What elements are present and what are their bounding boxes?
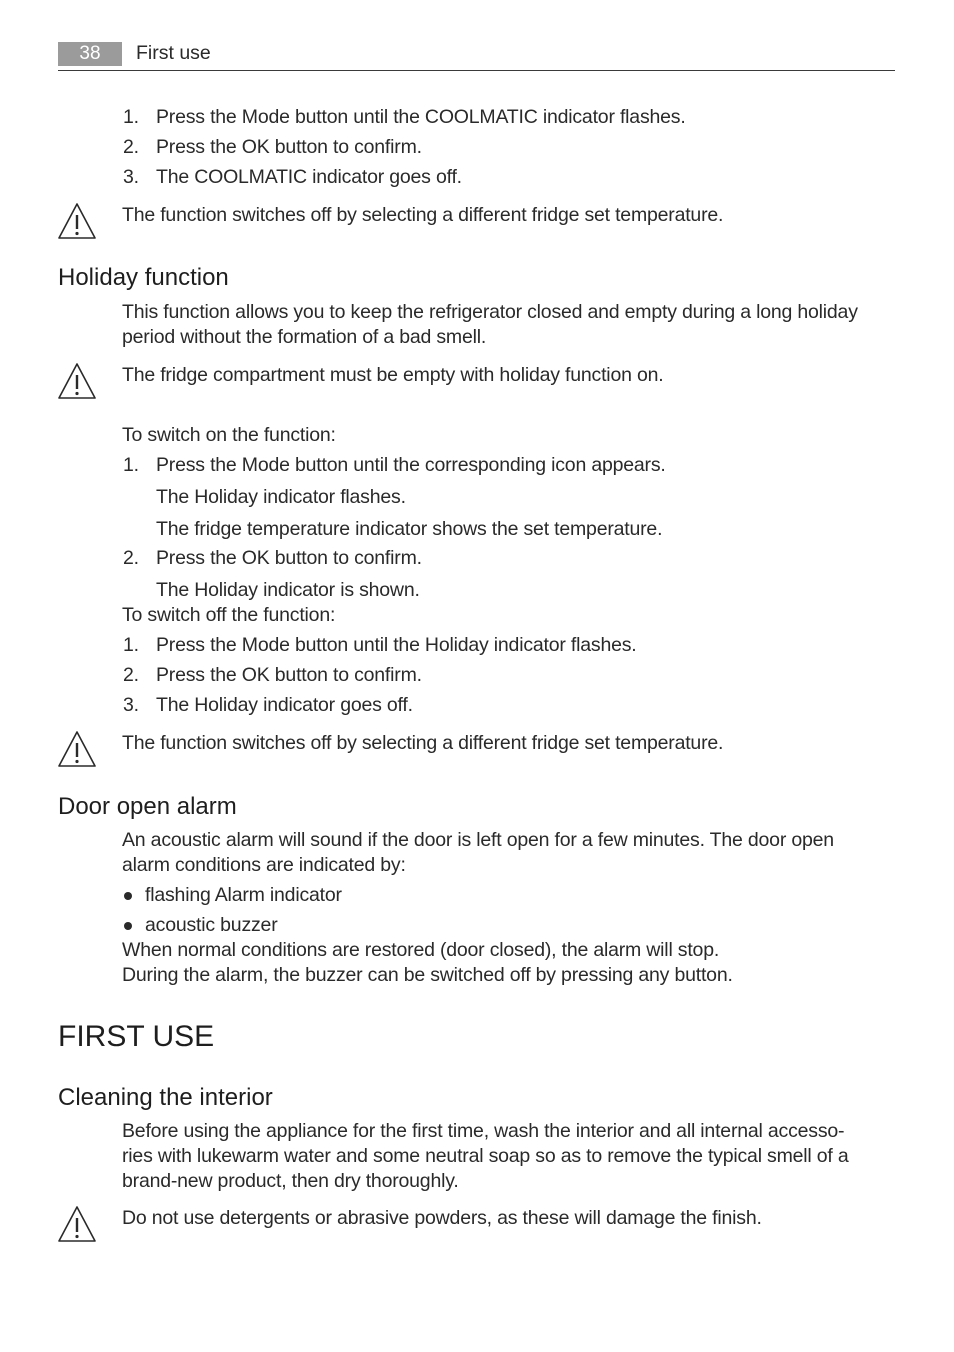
bullet-icon bbox=[124, 892, 132, 900]
step-text: Press the Mode button until the corresponding icon appears. bbox=[156, 454, 666, 476]
paragraph-line: During the alarm, the buzzer can be switched off by pressing any button. bbox=[122, 964, 733, 986]
step-result: The Holiday indicator is shown. bbox=[156, 579, 420, 601]
warning-text: Do not use detergents or abrasive powders, as these will damage the finish. bbox=[122, 1207, 762, 1229]
header-divider bbox=[58, 70, 895, 71]
warning-triangle-icon bbox=[57, 362, 97, 400]
step-text: Press the Mode button until the Holiday indicator flashes. bbox=[156, 634, 637, 656]
paragraph-line: brand-new product, then dry thoroughly. bbox=[122, 1170, 459, 1192]
step-result: The Holiday indicator flashes. bbox=[156, 486, 406, 508]
step-number: 1. bbox=[123, 106, 139, 128]
switch-off-label: To switch off the function: bbox=[122, 604, 336, 626]
step-number: 2. bbox=[123, 547, 139, 569]
step-text: Press the Mode button until the COOLMATIC indicator flashes. bbox=[156, 106, 686, 128]
chapter-heading: FIRST USE bbox=[58, 1020, 215, 1053]
warning-triangle-icon bbox=[57, 202, 97, 240]
section-heading-cleaning: Cleaning the interior bbox=[58, 1084, 273, 1111]
step-number: 3. bbox=[123, 694, 139, 716]
warning-triangle-icon bbox=[57, 730, 97, 768]
paragraph-line: period without the formation of a bad smell. bbox=[122, 326, 487, 348]
paragraph-line: An acoustic alarm will sound if the door is left open for a few minutes. The door open bbox=[122, 829, 834, 851]
step-text: The COOLMATIC indicator goes off. bbox=[156, 166, 462, 188]
paragraph-line: Before using the appliance for the first time, wash the interior and all internal accesso- bbox=[122, 1120, 845, 1142]
step-text: Press the OK button to confirm. bbox=[156, 136, 422, 158]
step-number: 1. bbox=[123, 634, 139, 656]
step-result: The fridge temperature indicator shows the set temperature. bbox=[156, 518, 663, 540]
step-number: 3. bbox=[123, 166, 139, 188]
warning-text: The function switches off by selecting a different fridge set temperature. bbox=[122, 732, 724, 754]
paragraph-line: ries with lukewarm water and some neutral soap so as to remove the typical smell of a bbox=[122, 1145, 849, 1167]
section-heading-holiday: Holiday function bbox=[58, 264, 229, 291]
paragraph-line: When normal conditions are restored (door closed), the alarm will stop. bbox=[122, 939, 720, 961]
paragraph-line: This function allows you to keep the refrigerator closed and empty during a long holiday bbox=[122, 301, 858, 323]
paragraph-line: alarm conditions are indicated by: bbox=[122, 854, 406, 876]
step-text: Press the OK button to confirm. bbox=[156, 664, 422, 686]
step-number: 1. bbox=[123, 454, 139, 476]
warning-triangle-icon bbox=[57, 1205, 97, 1243]
warning-text: The fridge compartment must be empty with holiday function on. bbox=[122, 364, 664, 386]
section-heading-door-alarm: Door open alarm bbox=[58, 793, 237, 820]
warning-text: The function switches off by selecting a different fridge set temperature. bbox=[122, 204, 724, 226]
bullet-item: acoustic buzzer bbox=[145, 914, 278, 936]
step-number: 2. bbox=[123, 136, 139, 158]
step-text: Press the OK button to confirm. bbox=[156, 547, 422, 569]
running-header-title: First use bbox=[136, 42, 211, 64]
page-number: 38 bbox=[58, 42, 122, 66]
switch-on-label: To switch on the function: bbox=[122, 424, 336, 446]
step-text: The Holiday indicator goes off. bbox=[156, 694, 413, 716]
bullet-icon bbox=[124, 922, 132, 930]
bullet-item: flashing Alarm indicator bbox=[145, 884, 342, 906]
step-number: 2. bbox=[123, 664, 139, 686]
